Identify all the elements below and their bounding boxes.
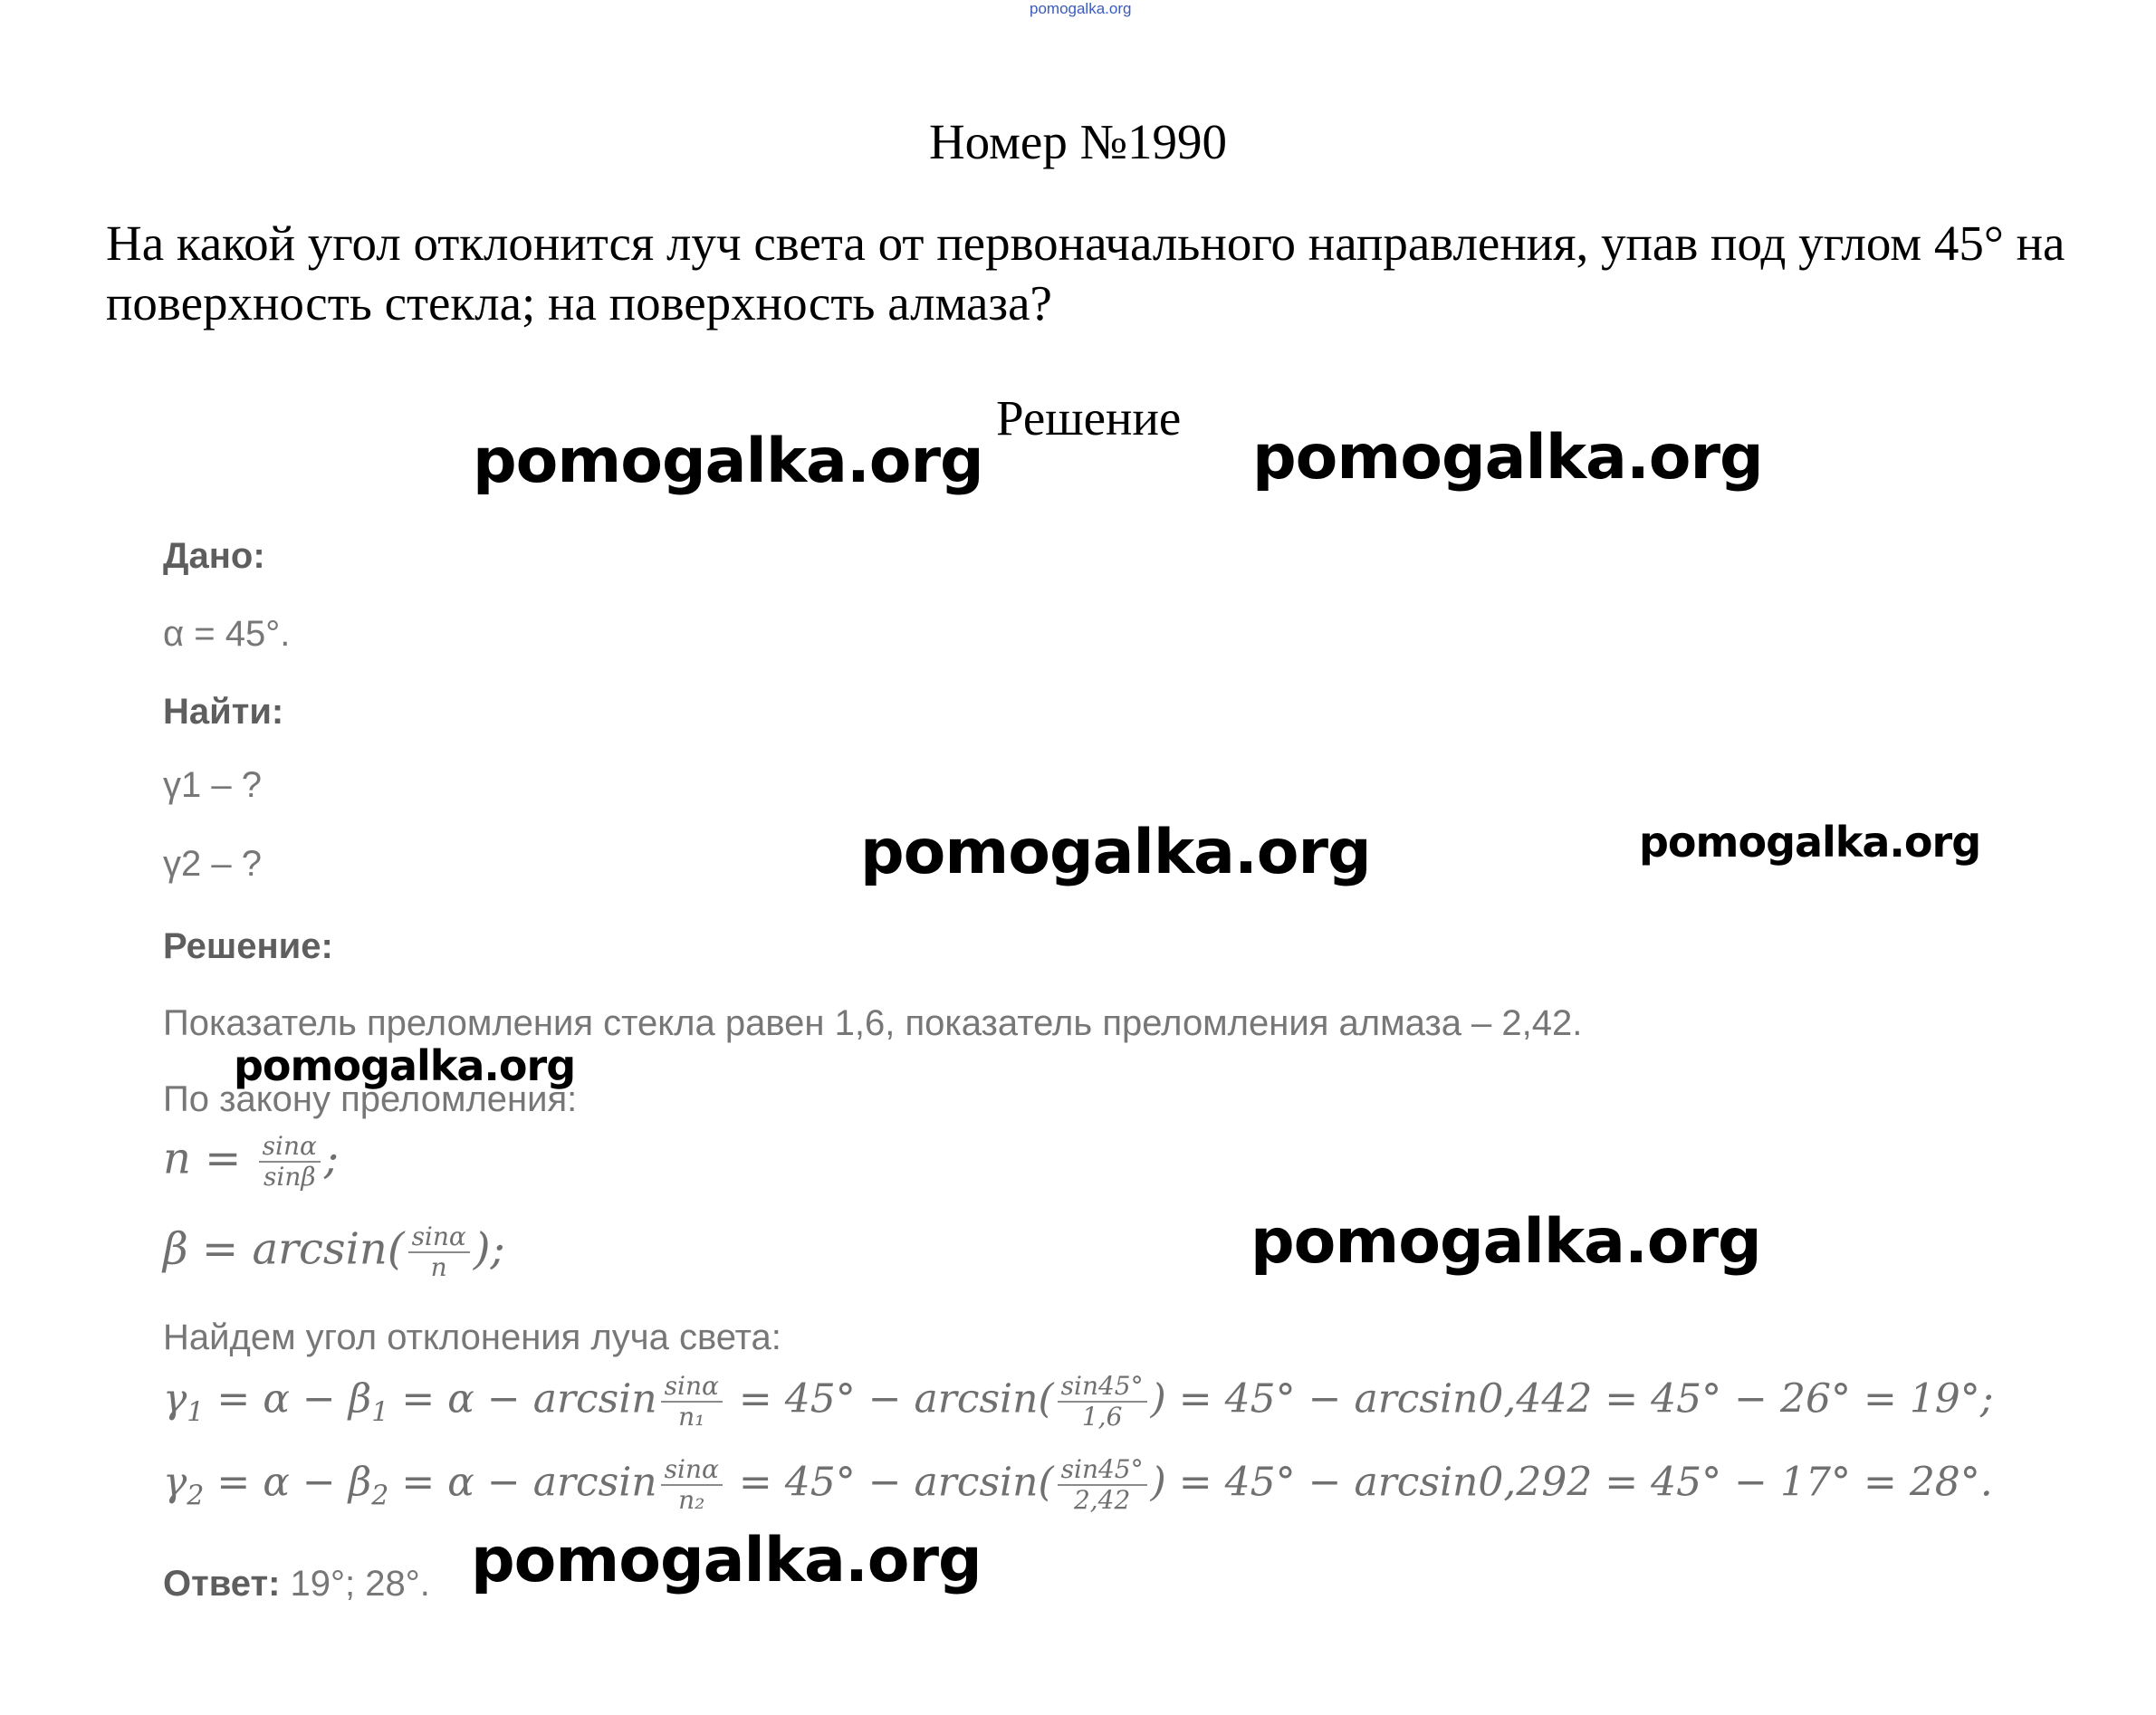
header-watermark: pomogalka.org (1030, 0, 1132, 17)
watermark: pomogalka.org (1639, 818, 1981, 867)
formula-gamma2: $\gamma_2 = \alpha - \beta_2 = \alpha - \arcsin$ $\frac{\sin\alpha}{\text{n₂}}$ = 45° − arcsin( $\frac{\sin 45^\circ}{2,42}$ ) = 45° − arcsin0,292 = 45° − 17° = 28°. (163, 1454, 1993, 1515)
given-label: Дано: (163, 536, 265, 576)
find-label: Найти: (163, 692, 284, 732)
watermark: pomogalka.org (1252, 422, 1763, 493)
watermark: pomogalka.org (473, 426, 983, 497)
watermark: pomogalka.org (471, 1525, 982, 1596)
formula-beta: β = arcsin( $\frac{\sin\alpha}{n}$ ); (163, 1222, 505, 1282)
solution-label: Решение: (163, 926, 333, 966)
solution-heading: Решение (996, 390, 1182, 446)
formula-n: n = $\frac{\sin\alpha}{\sin\beta}$ ; (163, 1131, 340, 1192)
watermark: pomogalka.org (234, 1041, 576, 1090)
answer: Ответ: 19°; 28°. (163, 1564, 430, 1604)
refraction-indices-text: Показатель преломления стекла равен 1,6, показатель преломления алмаза – 2,42. (163, 1003, 1583, 1043)
given-value: α = 45°. (163, 614, 291, 654)
find-gamma2: γ2 – ? (163, 844, 262, 884)
deflection-text: Найдем угол отклонения луча света: (163, 1317, 781, 1357)
find-gamma1: γ1 – ? (163, 765, 262, 805)
watermark: pomogalka.org (860, 817, 1371, 888)
page-title: Номер №1990 (928, 114, 1228, 169)
watermark: pomogalka.org (1250, 1206, 1761, 1278)
formula-gamma1: $\gamma_1 = \alpha - \beta_1 = \alpha - \arcsin$ $\frac{\sin\alpha}{\text{n₁}}$ = 45° − arcsin( $\frac{\sin 45^\circ}{1,6}$ ) = 45° − arcsin0,442 = 45° − 26° = 19°; (163, 1371, 1994, 1432)
refraction-law-text: По закону преломления: (163, 1079, 578, 1119)
problem-statement: На какой угол отклонится луч света от первоначального направления, упав под углом 45° на поверхность стекла; на поверхность алмаза? (106, 216, 2065, 331)
